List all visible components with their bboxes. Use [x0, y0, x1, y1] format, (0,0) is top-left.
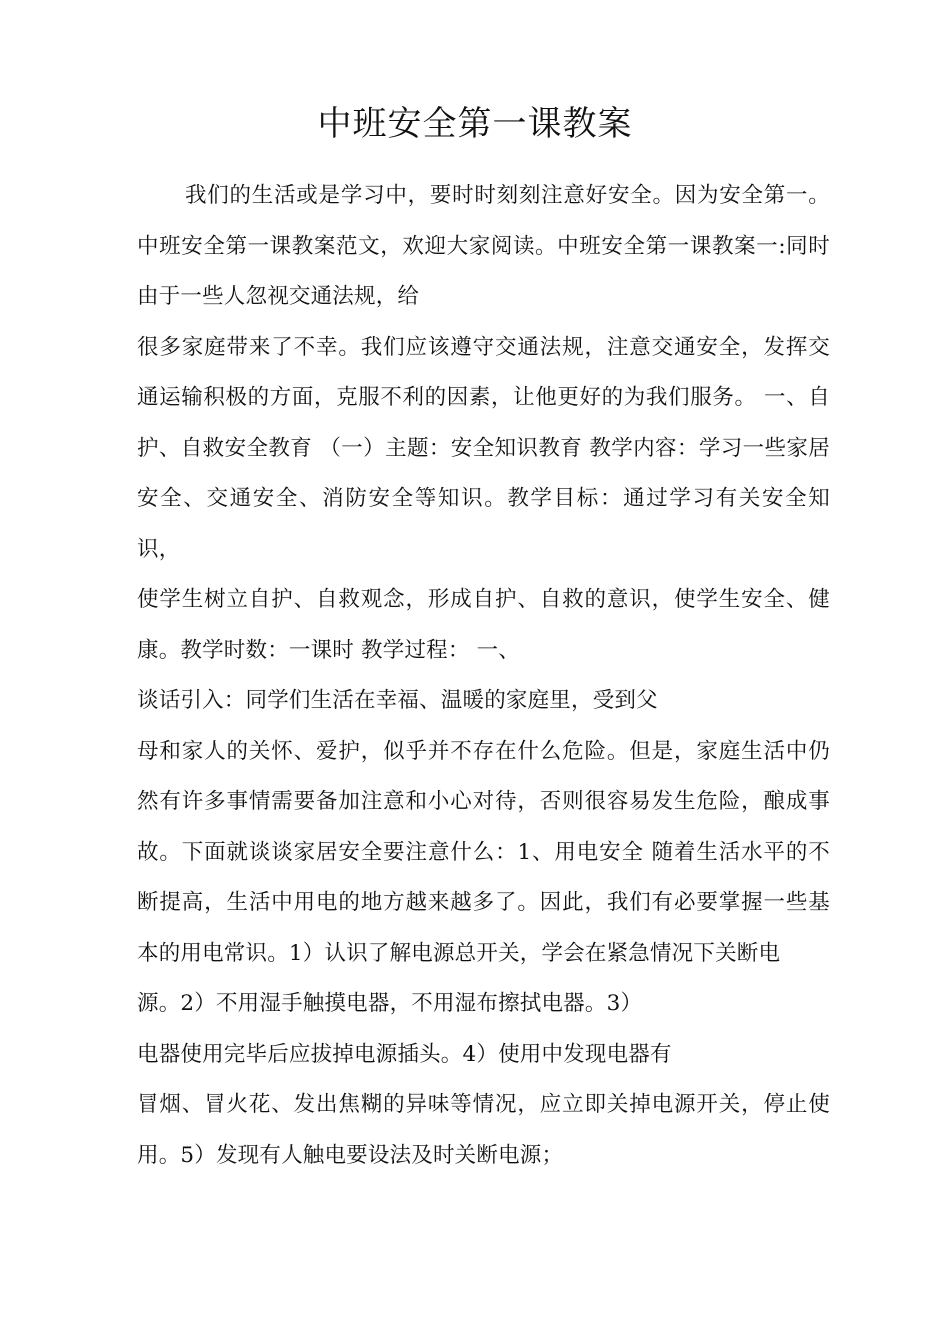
paragraph: 源。2）不用湿手触摸电器，不用湿布擦拭电器。3） — [137, 991, 643, 1016]
paragraph: 母和家人的关怀、爱护，似乎并不存在什么危险。但是，家庭生活中仍然有许多事情需要备加注意和小心对待，否则很容易发生危险，酿成事故。下面就谈谈家居安全要注意什么：1、用电安全 随着生活水平的不断提高，生活中用电的地方越来越多了。因此，我们有必要掌握一些基本的用电常识。1）认识了解电源总开关，学会在紧急情况下关断电 — [137, 738, 830, 966]
paragraph: 使学生树立自护、自救观念，形成自护、自救的意识，使学生安全、健康。教学时数：一课时 教学过程： 一、 — [137, 587, 830, 663]
paragraph: 谈话引入：同学们生活在幸福、温暖的家庭里，受到父 — [137, 688, 658, 713]
paragraph: 冒烟、冒火花、发出焦糊的异味等情况，应立即关掉电源开关，停止使用。5）发现有人触电要设法及时关断电源； — [137, 1092, 830, 1168]
paragraph: 我们的生活或是学习中，要时时刻刻注意好安全。因为安全第一。中班安全第一课教案范文，欢迎大家阅读。中班安全第一课教案一:同时由于一些人忽视交通法规，给 — [137, 183, 830, 309]
paragraph: 电器使用完毕后应拔掉电源插头。4）使用中发现电器有 — [137, 1041, 672, 1067]
document-title: 中班安全第一课教案 — [317, 104, 633, 144]
document-body — [137, 171, 830, 1181]
paragraph: 很多家庭带来了不幸。我们应该遵守交通法规，注意交通安全，发挥交通运输积极的方面，克服不利的因素，让他更好的为我们服务。 一、自护、自救安全教育 （一）主题：安全知识教育 教学内容：学习一些家居安全、交通安全、消防安全等知识。教学目标：通过学习有关安全知识， — [137, 334, 830, 562]
